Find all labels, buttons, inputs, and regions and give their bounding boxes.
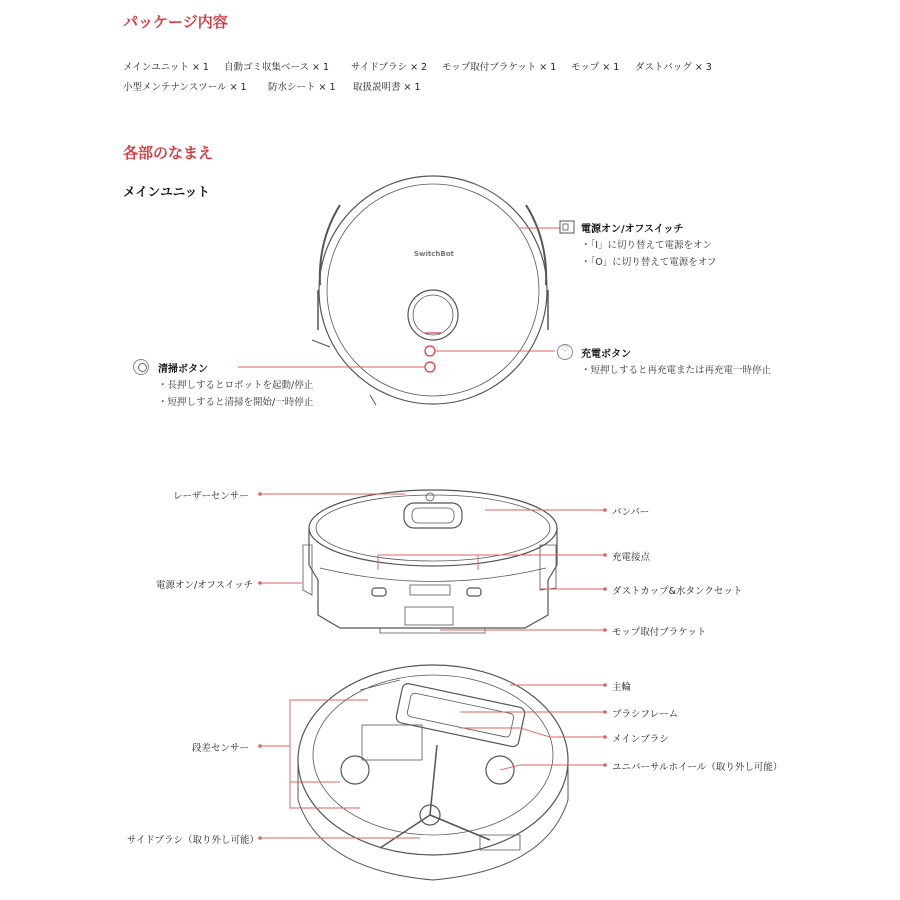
charge-button-title: 充電ボタン [581,349,631,360]
package-item: モップ取付ブラケット × 1 [442,62,557,73]
robot-side-view [303,490,557,633]
laser-sensor-shape [404,503,462,528]
clean-button-icon [425,362,435,372]
main-unit-heading: メインユニット [123,184,210,199]
brush-frame-label: ブラシフレーム [612,709,679,720]
robot-top-view [312,176,548,405]
universal-wheel-label: ユニバーサルホイール（取り外し可能） [612,762,783,773]
power-icon [133,359,149,375]
heart-icon: ♡ [557,344,573,360]
package-item: 小型メンテナンスツール × 1 [123,82,247,93]
switch-icon [560,221,574,233]
power-switch-label: 電源オン/オフスイッチ [156,580,254,591]
main-wheel-label: 主輪 [612,682,632,693]
package-item: モップ × 1 [571,62,620,73]
package-heading: パッケージ内容 [123,13,228,31]
package-item: メインユニット × 1 [123,62,209,73]
clean-button-title: 清掃ボタン [158,364,208,375]
power-switch-line: ・「I」に切り替えて電源をオン [581,240,713,251]
package-item: サイドブラシ × 2 [351,62,428,73]
package-item: 自動ゴミ収集ベース × 1 [224,62,330,73]
charge-contacts-label: 充電接点 [612,552,651,563]
main-brush-label: メインブラシ [612,734,669,745]
laser-sensor-label: レーザーセンサー [173,491,249,502]
side-brush-label: サイドブラシ（取り外し可能） [127,835,260,846]
charge-button-line: ・短押しすると再充電または再充電一時停止 [581,365,772,376]
power-switch-line: ・「O」に切り替えて電源をオフ [581,257,717,268]
cliff-sensor-label: 段差センサー [192,743,250,754]
brand-logo: SwitchBot [414,250,454,258]
mop-bracket-label: モップ取付ブラケット [612,627,707,638]
package-item: 防水シート × 1 [268,82,336,93]
parts-heading: 各部のなまえ [123,144,214,162]
package-item: 取扱説明書 × 1 [353,82,421,93]
robot-bottom-view [298,665,568,880]
clean-button-line: ・短押しすると清掃を開始/一時停止 [158,397,314,408]
dust-cup-label: ダストカップ&水タンクセット [612,586,743,597]
package-item: ダストバッグ × 3 [635,62,712,73]
power-switch-title: 電源オン/オフスイッチ [581,224,684,235]
bumper-label: バンパー [612,507,650,518]
charge-button-icon [425,346,435,356]
clean-button-line: ・長押しするとロボットを起動/停止 [158,380,314,391]
brush-frame-shape [395,683,526,748]
left-wheel-shape [341,756,369,784]
